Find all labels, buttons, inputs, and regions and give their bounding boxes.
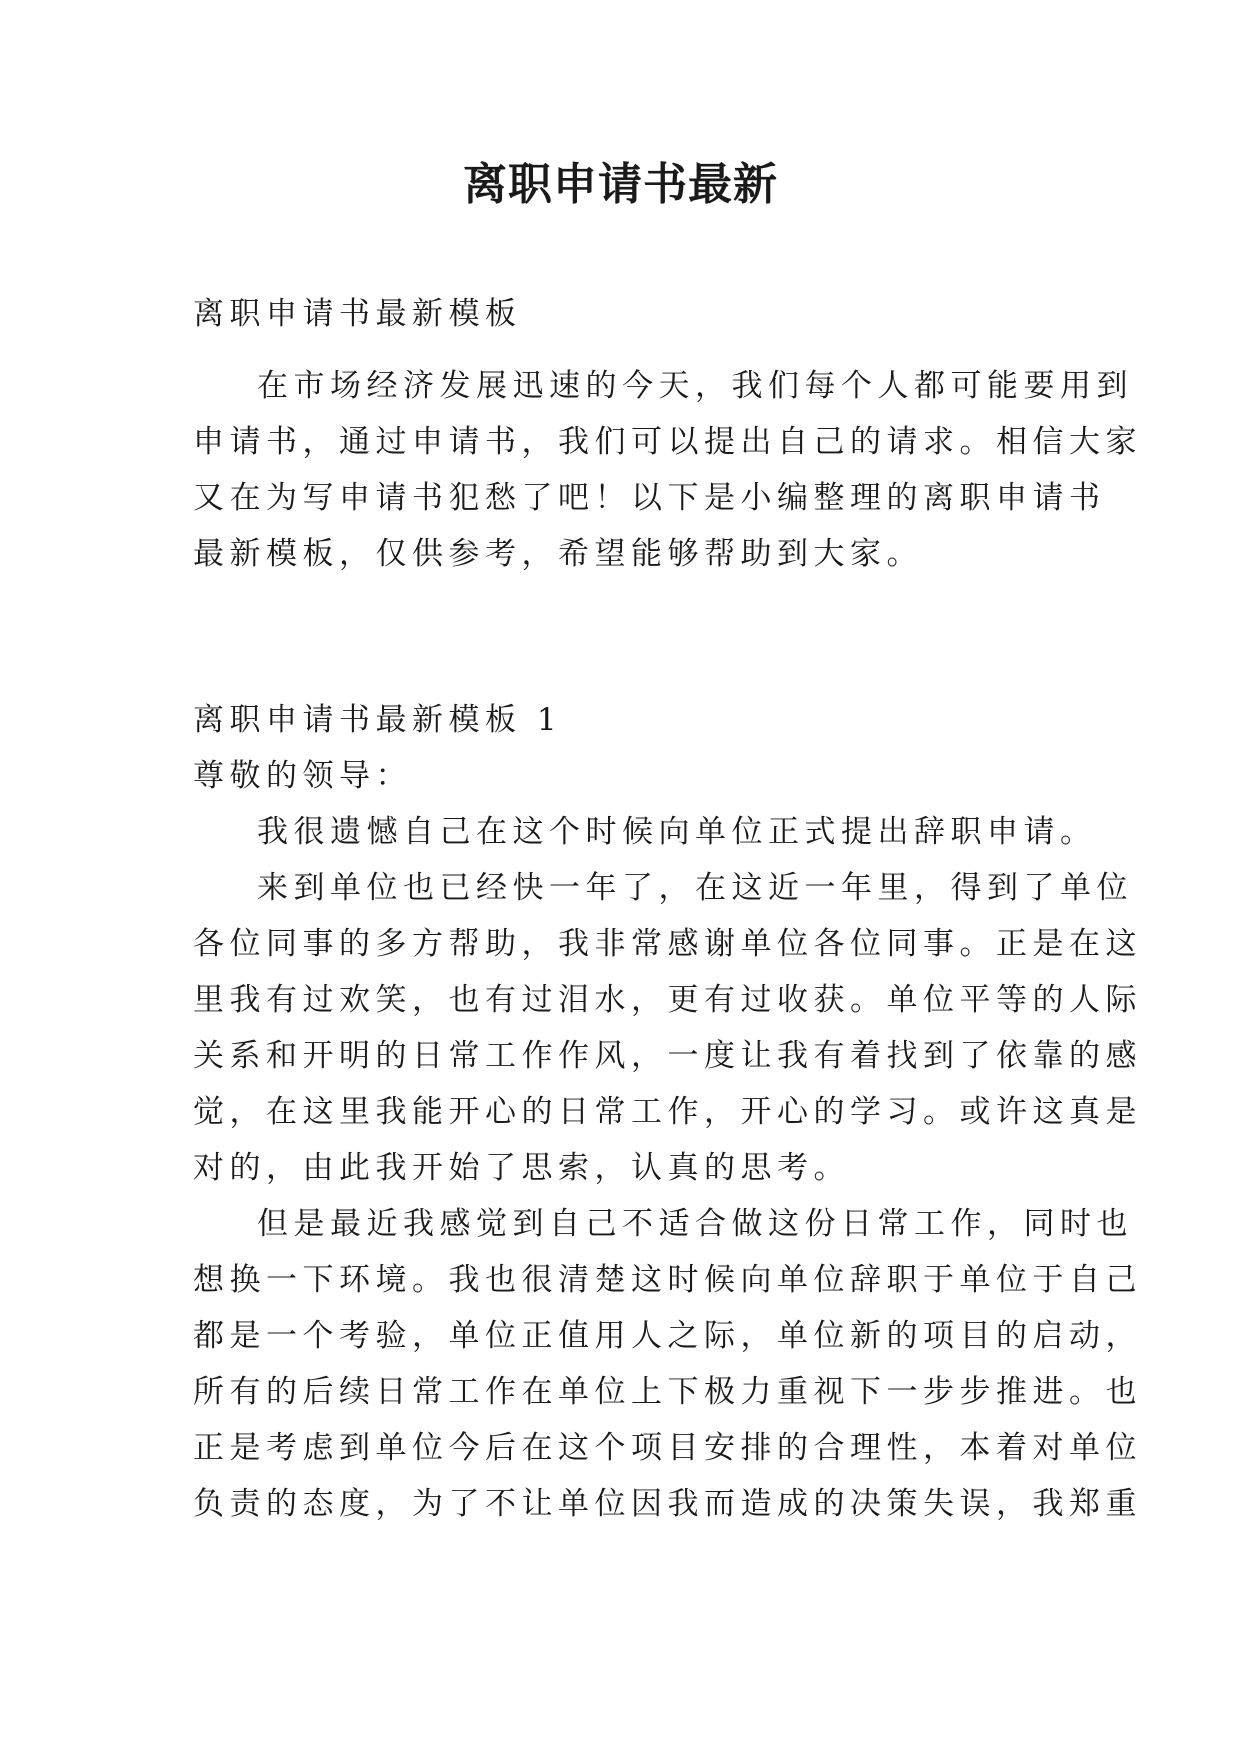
body-line: 但是最近我感觉到自己不适合做这份日常工作，同时也 — [257, 1206, 1133, 1242]
body-line: 各位同事的多方帮助，我非常感谢单位各位同事。正是在这 — [193, 926, 1142, 962]
body-line: 觉，在这里我能开心的日常工作，开心的学习。或许这真是 — [193, 1094, 1142, 1130]
template-heading: 离职申请书最新模板 1 — [193, 702, 563, 738]
body-line: 负责的态度，为了不让单位因我而造成的决策失误，我郑重 — [193, 1486, 1142, 1522]
body-line: 来到单位也已经快一年了，在这近一年里，得到了单位 — [257, 870, 1133, 906]
body-line: 里我有过欢笑，也有过泪水，更有过收获。单位平等的人际 — [193, 982, 1142, 1018]
body-line: 都是一个考验，单位正值用人之际，单位新的项目的启动， — [193, 1318, 1142, 1354]
intro-line: 在市场经济发展迅速的今天，我们每个人都可能要用到 — [257, 368, 1133, 404]
intro-line: 最新模板，仅供参考，希望能够帮助到大家。 — [193, 536, 923, 572]
subtitle: 离职申请书最新模板 — [193, 296, 522, 332]
body-line: 想换一下环境。我也很清楚这时候向单位辞职于单位于自己 — [193, 1262, 1142, 1298]
body-line: 正是考虑到单位今后在这个项目安排的合理性，本着对单位 — [193, 1430, 1142, 1466]
page-title: 离职申请书最新 — [463, 159, 778, 210]
body-line: 所有的后续日常工作在单位上下极力重视下一步步推进。也 — [193, 1374, 1142, 1410]
body-line: 对的，由此我开始了思索，认真的思考。 — [193, 1150, 850, 1186]
body-line: 关系和开明的日常工作作风，一度让我有着找到了依靠的感 — [193, 1038, 1142, 1074]
intro-line: 申请书，通过申请书，我们可以提出自己的请求。相信大家 — [193, 424, 1142, 460]
intro-line: 又在为写申请书犯愁了吧！以下是小编整理的离职申请书 — [193, 480, 1106, 516]
salutation: 尊敬的领导： — [193, 758, 412, 794]
body-line: 我很遗憾自己在这个时候向单位正式提出辞职申请。 — [257, 814, 1097, 850]
